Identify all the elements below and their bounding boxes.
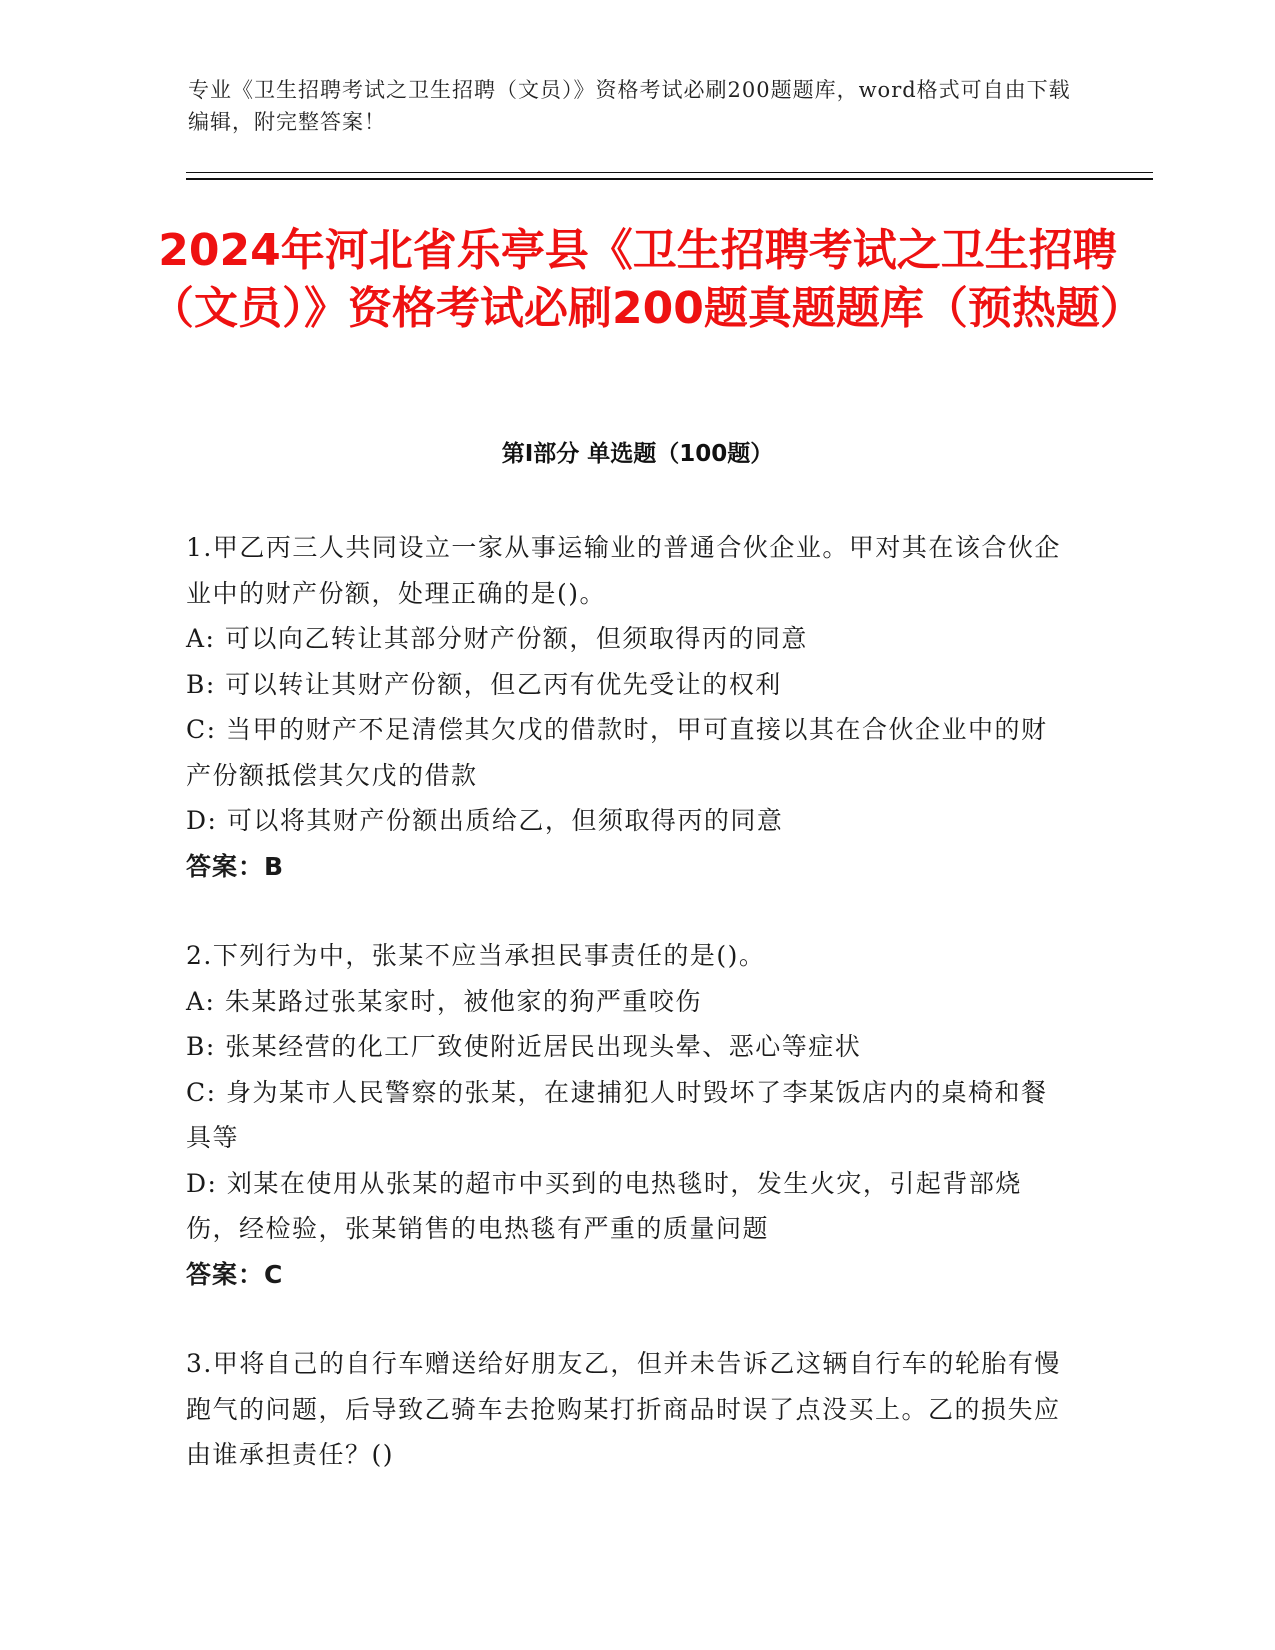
section-title: 第Ⅰ部分 单选题（100题） xyxy=(501,441,774,467)
header-rule-thick xyxy=(186,178,1153,180)
answer: 答案：C xyxy=(186,1259,284,1289)
option-b: B: 张某经营的化工厂致使附近居民出现头晕、恶心等症状 xyxy=(186,1032,862,1061)
document-title: 2024年河北省乐亭县《卫生招聘考试之卫生招聘（文员）》资格考试必刷200题真题题库（预热题） xyxy=(150,225,1144,334)
question-stem: 1.甲乙丙三人共同设立一家从事运输业的普通合伙企业。甲对其在该合伙企业中的财产份额，处理正确的是()。 xyxy=(186,533,1061,608)
question-3 xyxy=(186,1341,1066,1478)
question-stem: 3.甲将自己的自行车赠送给好朋友乙，但并未告诉乙这辆自行车的轮胎有慢跑气的问题，后导致乙骑车去抢购某打折商品时误了点没买上。乙的损失应由谁承担责任？() xyxy=(186,1349,1061,1469)
header-rule-thin xyxy=(186,172,1153,173)
option-c: C: 当甲的财产不足清偿其欠戊的借款时，甲可直接以其在合伙企业中的财产份额抵偿其欠戊的借款 xyxy=(186,715,1048,790)
option-d: D: 刘某在使用从张某的超市中买到的电热毯时，发生火灾，引起背部烧伤，经检验，张某销售的电热毯有严重的质量问题 xyxy=(186,1168,1022,1243)
option-c: C: 身为某市人民警察的张某，在逮捕犯人时毁坏了李某饭店内的桌椅和餐具等 xyxy=(186,1077,1048,1152)
question-stem: 2.下列行为中，张某不应当承担民事责任的是()。 xyxy=(186,941,766,970)
answer: 答案：B xyxy=(186,851,285,881)
option-d: D: 可以将其财产份额出质给乙，但须取得丙的同意 xyxy=(186,806,784,835)
question-list xyxy=(186,525,1066,1522)
option-a: A: 朱某路过张某家时，被他家的狗严重咬伤 xyxy=(186,986,702,1016)
header-note: 专业《卫生招聘考试之卫生招聘（文员）》资格考试必刷200题题库，word格式可自由下载编辑，附完整答案！ xyxy=(188,78,1071,134)
option-b: B: 可以转让其财产份额，但乙丙有优先受让的权利 xyxy=(186,669,782,699)
question-2 xyxy=(186,933,1066,1297)
option-a: A: 可以向乙转让其部分财产份额，但须取得丙的同意 xyxy=(186,624,808,653)
question-1 xyxy=(186,525,1066,889)
